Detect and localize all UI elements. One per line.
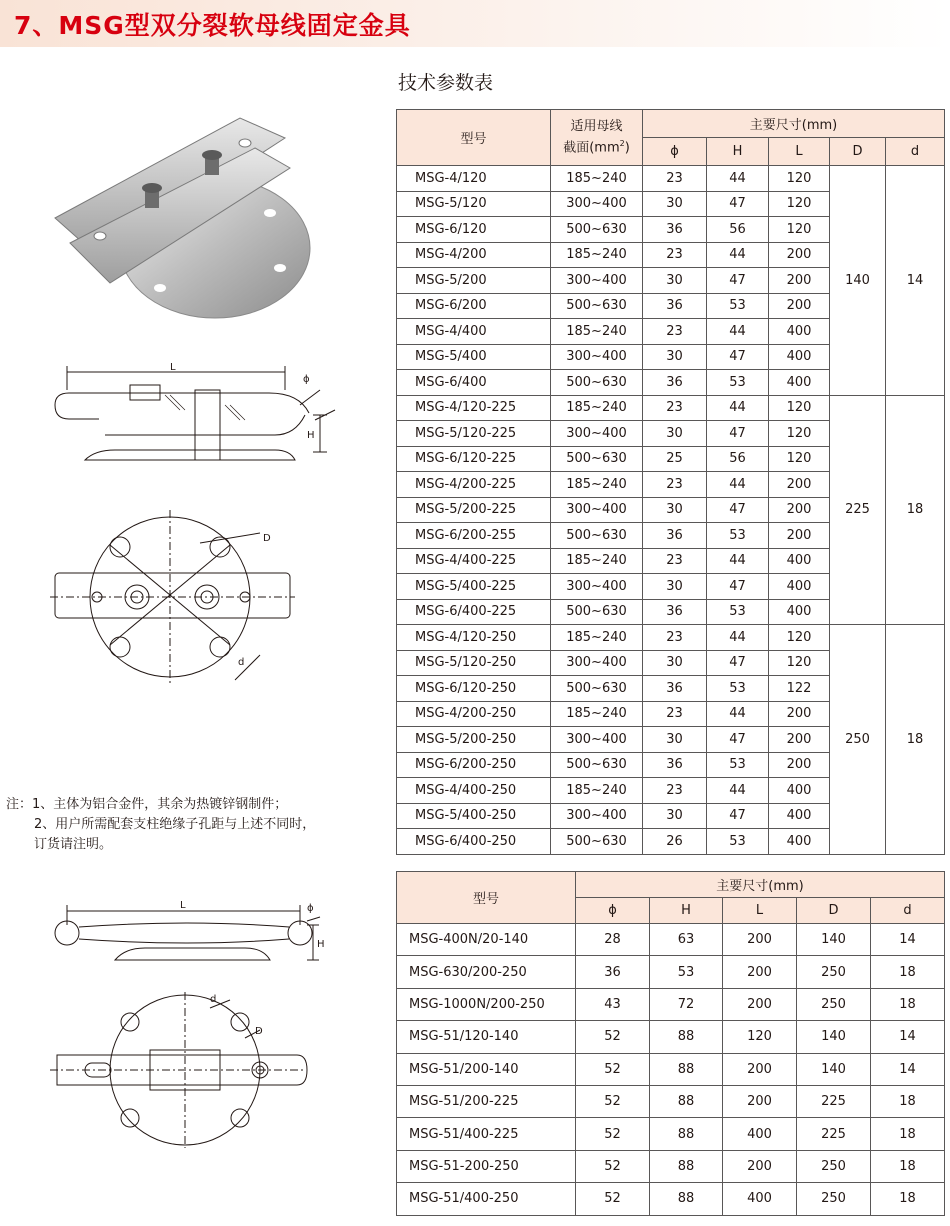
cell-model: MSG-4/200 — [397, 242, 551, 268]
cell-model: MSG-4/400 — [397, 319, 551, 345]
cell-L: 200 — [723, 1053, 797, 1085]
table-row — [397, 1150, 945, 1182]
cell-L: 122 — [769, 676, 830, 702]
cell-model: MSG-5/120-250 — [397, 650, 551, 676]
cell-L: 120 — [769, 625, 830, 651]
cell-L: 400 — [769, 548, 830, 574]
cell-model: MSG-6/400 — [397, 370, 551, 396]
cell-L: 400 — [723, 1183, 797, 1215]
cell-D: 250 — [797, 956, 871, 988]
page-title: 7、MSG型双分裂软母线固定金具 — [14, 11, 411, 40]
cell-phi: 52 — [576, 1021, 650, 1053]
dim-label-L-2: L — [180, 900, 186, 911]
cell-D: 140 — [797, 924, 871, 956]
cell-model: MSG-4/200-225 — [397, 472, 551, 498]
cell-L: 120 — [769, 421, 830, 447]
cell-D: 140 — [797, 1021, 871, 1053]
cell-model: MSG-630/200-250 — [397, 956, 576, 988]
cell-phi: 52 — [576, 1150, 650, 1182]
cell-H: 44 — [707, 701, 769, 727]
cell-section: 185~240 — [551, 242, 643, 268]
cell-H: 47 — [707, 268, 769, 294]
cell-D: 250 — [797, 988, 871, 1020]
cell-model: MSG-4/400-225 — [397, 548, 551, 574]
note-line-1: 注：1、主体为铝合金件，其余为热镀锌钢制件； — [6, 797, 288, 812]
cell-H: 53 — [707, 370, 769, 396]
cell-model: MSG-1000N/200-250 — [397, 988, 576, 1020]
cell-L: 200 — [769, 268, 830, 294]
cell-H: 72 — [650, 988, 723, 1020]
cell-H: 44 — [707, 166, 769, 192]
cell-phi: 36 — [643, 599, 707, 625]
cell-section: 300~400 — [551, 727, 643, 753]
cell-model: MSG-5/400 — [397, 344, 551, 370]
cell-H: 63 — [650, 924, 723, 956]
notes — [6, 795, 315, 855]
t2-col-header-model: 型号 — [397, 872, 576, 924]
cell-D-group: 225 — [830, 395, 886, 625]
cell-H: 56 — [707, 446, 769, 472]
tech-params-table-1 — [396, 109, 945, 855]
cell-phi: 25 — [643, 446, 707, 472]
cell-section: 185~240 — [551, 778, 643, 804]
cell-L: 400 — [769, 344, 830, 370]
cell-H: 44 — [707, 625, 769, 651]
cell-model: MSG-51/400-225 — [397, 1118, 576, 1150]
cell-phi: 23 — [643, 319, 707, 345]
cell-section: 500~630 — [551, 676, 643, 702]
cell-phi: 23 — [643, 472, 707, 498]
cell-L: 200 — [769, 497, 830, 523]
cell-section: 185~240 — [551, 548, 643, 574]
cell-L: 400 — [769, 829, 830, 855]
cell-section: 500~630 — [551, 752, 643, 778]
section-title: 技术参数表 — [398, 72, 494, 94]
table-row — [397, 956, 945, 988]
cell-section: 300~400 — [551, 497, 643, 523]
cell-H: 53 — [707, 293, 769, 319]
cell-H: 53 — [707, 676, 769, 702]
cell-model: MSG-51/200-225 — [397, 1085, 576, 1117]
cell-H: 56 — [707, 217, 769, 243]
note-line-2: 2、用户所需配套支柱绝缘子孔距与上述不同时， — [34, 817, 316, 832]
cell-phi: 30 — [643, 421, 707, 447]
cell-H: 47 — [707, 497, 769, 523]
cell-phi: 52 — [576, 1085, 650, 1117]
cell-section: 185~240 — [551, 166, 643, 192]
col-header-D: D — [830, 138, 886, 166]
cell-D: 225 — [797, 1085, 871, 1117]
cell-L: 120 — [769, 217, 830, 243]
cell-L: 200 — [769, 701, 830, 727]
cell-H: 88 — [650, 1021, 723, 1053]
cell-L: 400 — [769, 319, 830, 345]
cell-d-group: 14 — [886, 166, 945, 396]
cell-L: 400 — [769, 599, 830, 625]
cell-L: 120 — [769, 650, 830, 676]
cell-H: 53 — [707, 752, 769, 778]
cell-model: MSG-5/120-225 — [397, 421, 551, 447]
cell-section: 185~240 — [551, 472, 643, 498]
cell-L: 400 — [769, 574, 830, 600]
cell-L: 200 — [769, 472, 830, 498]
cell-H: 44 — [707, 472, 769, 498]
cell-L: 200 — [723, 1150, 797, 1182]
cell-phi: 52 — [576, 1053, 650, 1085]
cell-D: 225 — [797, 1118, 871, 1150]
cell-H: 88 — [650, 1150, 723, 1182]
cell-section: 300~400 — [551, 803, 643, 829]
cell-D: 250 — [797, 1150, 871, 1182]
cell-H: 47 — [707, 344, 769, 370]
cell-model: MSG-5/400-250 — [397, 803, 551, 829]
cell-H: 53 — [707, 523, 769, 549]
cell-L: 120 — [769, 166, 830, 192]
cell-phi: 30 — [643, 191, 707, 217]
cell-L: 200 — [723, 956, 797, 988]
cell-H: 88 — [650, 1053, 723, 1085]
cell-model: MSG-6/200 — [397, 293, 551, 319]
cell-d: 18 — [871, 956, 945, 988]
cell-section: 300~400 — [551, 650, 643, 676]
cell-section: 185~240 — [551, 625, 643, 651]
cell-phi: 30 — [643, 727, 707, 753]
cell-H: 88 — [650, 1118, 723, 1150]
cell-phi: 23 — [643, 701, 707, 727]
cell-d: 18 — [871, 1085, 945, 1117]
dim-label-D: D — [263, 533, 271, 544]
t2-col-header-D: D — [797, 898, 871, 924]
cell-phi: 30 — [643, 803, 707, 829]
cell-L: 200 — [769, 523, 830, 549]
dim-label-H: H — [307, 430, 315, 441]
cell-model: MSG-5/200-225 — [397, 497, 551, 523]
col-header-H: H — [707, 138, 769, 166]
cell-H: 53 — [707, 599, 769, 625]
cell-section: 185~240 — [551, 319, 643, 345]
cell-phi: 36 — [576, 956, 650, 988]
cell-H: 47 — [707, 574, 769, 600]
cell-H: 88 — [650, 1085, 723, 1117]
t2-col-header-H: H — [650, 898, 723, 924]
cell-phi: 28 — [576, 924, 650, 956]
top-view-drawing-1 — [45, 505, 305, 695]
cell-section: 300~400 — [551, 268, 643, 294]
cell-L: 120 — [769, 395, 830, 421]
cell-phi: 23 — [643, 166, 707, 192]
t2-col-header-d: d — [871, 898, 945, 924]
cell-L: 200 — [723, 1085, 797, 1117]
cell-d-group: 18 — [886, 395, 945, 625]
cell-d: 14 — [871, 924, 945, 956]
dim-label-phi: ϕ — [303, 374, 310, 385]
cell-D-group: 140 — [830, 166, 886, 396]
dim-label-phi-2: ϕ — [307, 903, 314, 914]
cell-model: MSG-6/120 — [397, 217, 551, 243]
cell-L: 120 — [769, 191, 830, 217]
cell-phi: 36 — [643, 370, 707, 396]
cell-model: MSG-4/400-250 — [397, 778, 551, 804]
cell-L: 200 — [723, 988, 797, 1020]
cell-section: 500~630 — [551, 829, 643, 855]
cell-phi: 30 — [643, 497, 707, 523]
cell-model: MSG-5/200-250 — [397, 727, 551, 753]
cell-phi: 30 — [643, 650, 707, 676]
col-header-model: 型号 — [397, 110, 551, 166]
cell-phi: 30 — [643, 268, 707, 294]
cell-H: 53 — [707, 829, 769, 855]
cell-phi: 23 — [643, 625, 707, 651]
cell-phi: 26 — [643, 829, 707, 855]
cell-model: MSG-5/120 — [397, 191, 551, 217]
cell-section: 500~630 — [551, 599, 643, 625]
cell-phi: 23 — [643, 395, 707, 421]
cell-d: 18 — [871, 1150, 945, 1182]
cell-model: MSG-6/120-225 — [397, 446, 551, 472]
cell-L: 400 — [769, 370, 830, 396]
cell-H: 44 — [707, 548, 769, 574]
top-view-drawing-2 — [45, 990, 315, 1150]
cell-model: MSG-4/120-250 — [397, 625, 551, 651]
cell-section: 500~630 — [551, 370, 643, 396]
cell-D: 140 — [797, 1053, 871, 1085]
table-row — [397, 625, 945, 651]
cell-H: 44 — [707, 778, 769, 804]
table-row — [397, 1085, 945, 1117]
cell-section: 300~400 — [551, 421, 643, 447]
t2-col-header-main-dims: 主要尺寸(mm) — [576, 872, 945, 898]
cell-L: 200 — [769, 242, 830, 268]
table-row — [397, 988, 945, 1020]
t2-col-header-phi: ϕ — [576, 898, 650, 924]
cell-model: MSG-51/200-140 — [397, 1053, 576, 1085]
cell-model: MSG-51-200-250 — [397, 1150, 576, 1182]
cell-H: 47 — [707, 727, 769, 753]
title-banner — [0, 0, 950, 47]
note-line-3: 订货请注明。 — [34, 837, 113, 852]
table-row — [397, 1118, 945, 1150]
dim-label-d: d — [238, 657, 245, 668]
cell-section: 185~240 — [551, 395, 643, 421]
cell-D-group: 250 — [830, 625, 886, 855]
cell-L: 200 — [769, 293, 830, 319]
cell-d: 18 — [871, 1118, 945, 1150]
dim-label-H-2: H — [317, 939, 325, 950]
cell-model: MSG-4/120 — [397, 166, 551, 192]
dim-label-L: L — [170, 362, 176, 373]
col-header-main-dims: 主要尺寸(mm) — [643, 110, 945, 138]
cell-model: MSG-51/120-140 — [397, 1021, 576, 1053]
cell-H: 47 — [707, 803, 769, 829]
cell-phi: 36 — [643, 217, 707, 243]
cell-d: 18 — [871, 988, 945, 1020]
cell-H: 44 — [707, 395, 769, 421]
t2-col-header-L: L — [723, 898, 797, 924]
cell-phi: 43 — [576, 988, 650, 1020]
cell-d: 14 — [871, 1021, 945, 1053]
cell-d: 18 — [871, 1183, 945, 1215]
cell-L: 400 — [723, 1118, 797, 1150]
dim-label-d-2: d — [210, 994, 217, 1005]
cell-phi: 30 — [643, 344, 707, 370]
col-header-d: d — [886, 138, 945, 166]
cell-model: MSG-6/400-225 — [397, 599, 551, 625]
cell-model: MSG-400N/20-140 — [397, 924, 576, 956]
table-row — [397, 1021, 945, 1053]
table-row — [397, 1053, 945, 1085]
cell-phi: 23 — [643, 548, 707, 574]
cell-L: 120 — [723, 1021, 797, 1053]
cell-L: 120 — [769, 446, 830, 472]
cell-section: 500~630 — [551, 523, 643, 549]
cell-phi: 52 — [576, 1118, 650, 1150]
col-header-L: L — [769, 138, 830, 166]
tech-params-table-2 — [396, 871, 945, 1216]
dim-label-D-2: D — [255, 1026, 263, 1037]
cell-section: 300~400 — [551, 344, 643, 370]
table-row — [397, 1183, 945, 1215]
cell-D: 250 — [797, 1183, 871, 1215]
cell-phi: 30 — [643, 574, 707, 600]
cell-L: 400 — [769, 803, 830, 829]
cell-L: 400 — [769, 778, 830, 804]
table-row — [397, 924, 945, 956]
cell-section: 500~630 — [551, 217, 643, 243]
cell-model: MSG-5/400-225 — [397, 574, 551, 600]
cell-phi: 52 — [576, 1183, 650, 1215]
cell-model: MSG-51/400-250 — [397, 1183, 576, 1215]
cell-H: 88 — [650, 1183, 723, 1215]
side-view-drawing-1 — [45, 360, 345, 475]
cell-model: MSG-6/200-255 — [397, 523, 551, 549]
cell-phi: 36 — [643, 676, 707, 702]
cell-phi: 36 — [643, 523, 707, 549]
product-photo — [40, 108, 330, 328]
cell-d-group: 18 — [886, 625, 945, 855]
cell-phi: 23 — [643, 242, 707, 268]
cell-model: MSG-5/200 — [397, 268, 551, 294]
cell-section: 185~240 — [551, 701, 643, 727]
cell-H: 47 — [707, 650, 769, 676]
cell-model: MSG-6/200-250 — [397, 752, 551, 778]
cell-d: 14 — [871, 1053, 945, 1085]
cell-phi: 23 — [643, 778, 707, 804]
cell-L: 200 — [723, 924, 797, 956]
table-row — [397, 395, 945, 421]
cell-L: 200 — [769, 727, 830, 753]
col-header-phi: ϕ — [643, 138, 707, 166]
cell-H: 44 — [707, 242, 769, 268]
cell-H: 44 — [707, 319, 769, 345]
cell-H: 47 — [707, 421, 769, 447]
cell-model: MSG-4/120-225 — [397, 395, 551, 421]
cell-phi: 36 — [643, 752, 707, 778]
cell-model: MSG-4/200-250 — [397, 701, 551, 727]
cell-section: 500~630 — [551, 446, 643, 472]
cell-model: MSG-6/120-250 — [397, 676, 551, 702]
cell-L: 200 — [769, 752, 830, 778]
cell-H: 47 — [707, 191, 769, 217]
table-row — [397, 166, 945, 192]
cell-phi: 36 — [643, 293, 707, 319]
cell-section: 300~400 — [551, 574, 643, 600]
cell-H: 53 — [650, 956, 723, 988]
cell-section: 300~400 — [551, 191, 643, 217]
cell-model: MSG-6/400-250 — [397, 829, 551, 855]
cell-section: 500~630 — [551, 293, 643, 319]
col-header-section: 适用母线 截面$(mm^2)$ — [551, 110, 643, 166]
side-view-drawing-2 — [45, 895, 335, 975]
